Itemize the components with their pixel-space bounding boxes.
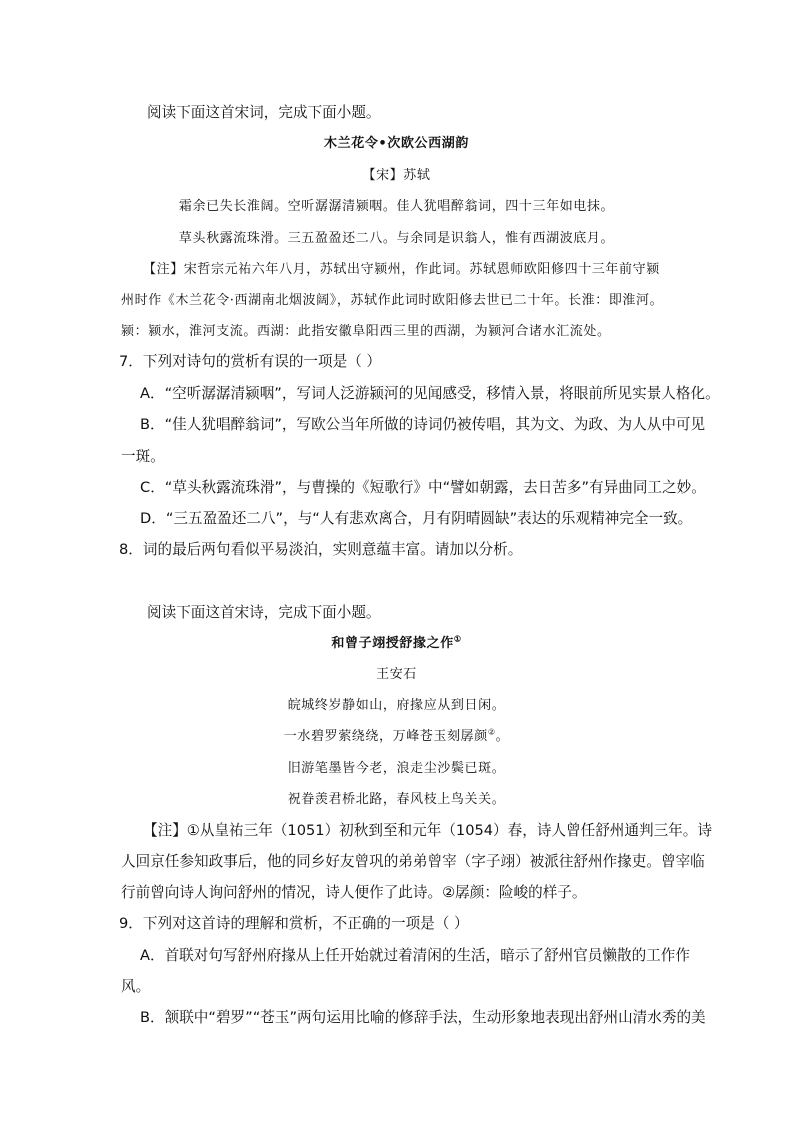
section2-intro: 阅读下面这首宋诗，完成下面小题。 [147,604,381,621]
poem2-line-1: 皖城终岁静如山，府掾应从到日闲。 [287,698,506,713]
question-8: 8．词的最后两句看似平易淡泊，实则意蕴丰富。请加以分析。 [119,541,523,558]
question-9-option-a-continued: 风。 [121,978,151,995]
poem1-author: 【宋】苏轼 [362,168,431,183]
poem2-line-2 [0,727,793,747]
poem2-note-line-2: 人回京任参知政事后，他的同乡好友曾巩的弟弟曾宰（字子翊）被派往舒州作掾吏。曾宰临 [121,853,705,870]
poem1-note-line-2: 州时作《木兰花令·西湖南北烟波阔》，苏轼作此词时欧阳修去世已二十年。长淮：即淮河。 [121,293,664,308]
question-7-option-d: D．“三五盈盈还二八”，与“人有悲欢离合，月有阴晴圆缺”表达的乐观精神完全一致。 [140,510,693,527]
poem2-line-3: 旧游笔墨皆今老，浪走尘沙鬓已斑。 [287,761,506,776]
poem2-title [0,634,793,654]
question-7-option-c: C．“草头秋露流珠滑”，与曹操的《短歌行》中“譬如朝露，去日苦多”有异曲同工之妙。 [140,479,706,496]
poem2-line-2-text: 一水碧罗萦绕绕，万峰苍玉刻孱颜 [283,729,488,744]
poem2-line-4: 祝眷羡君桥北路，春风枝上鸟关关。 [287,792,506,807]
poem1-line-2: 草头秋露流珠滑。三五盈盈还二八。与余同是识翁人，惟有西湖波底月。 [178,231,615,246]
question-7-option-b-continued: 一斑。 [121,448,165,465]
poem2-author: 王安石 [376,667,417,682]
poem1-note-line-1: 【注】宋哲宗元祐六年八月，苏轼出守颍州，作此词。苏轼恩师欧阳修四十三年前守颍 [143,262,660,277]
section1-intro: 阅读下面这首宋词，完成下面小题。 [147,104,381,121]
poem2-title-text: 和曾子翊授舒掾之作 [331,636,454,651]
question-9-option-a: A．首联对句写舒州府掾从上任开始就过着清闲的生活，暗示了舒州官员懒散的工作作 [140,947,690,964]
poem1-title: 木兰花令•次欧公西湖韵 [324,136,469,151]
poem2-line-2-end: 。 [495,729,510,744]
poem2-title-footnote-mark: ① [453,633,462,644]
poem2-note-line-3: 行前曾向诗人询问舒州的情况，诗人便作了此诗。②孱颜：险峻的样子。 [121,884,587,901]
poem2-note-line-1: 【注】①从皇祐三年（1051）初秋到至和元年（1054）春，诗人曾任舒州通判三年。诗 [143,822,712,839]
question-7-option-b: B．“佳人犹唱醉翁词”，写欧公当年所做的诗词仍被传唱，其为文、为政、为人从中可见 [140,416,706,433]
poem1-line-1: 霜余已失长淮阔。空听潺潺清颍咽。佳人犹唱醉翁词，四十三年如电抹。 [178,199,615,214]
question-7-option-a: A．“空听潺潺清颍咽”，写词人泛游颍河的见闻感受，移情入景，将眼前所见实景人格化。 [140,385,720,402]
question-9-option-b: B．颔联中“碧罗”“苍玉”两句运用比喻的修辞手法，生动形象地表现出舒州山清水秀的美 [140,1009,706,1026]
poem2-line-2-footnote-mark: ② [487,727,496,737]
question-7-stem: 7．下列对诗句的赏析有误的一项是（ ） [119,353,382,370]
question-9-stem: 9．下列对这首诗的理解和赏析，不正确的一项是（ ） [119,915,469,932]
poem1-note-line-3: 颍：颍水，淮河支流。西湖：此指安徽阜阳西三里的西湖，为颍河合诸水汇流处。 [121,324,611,339]
